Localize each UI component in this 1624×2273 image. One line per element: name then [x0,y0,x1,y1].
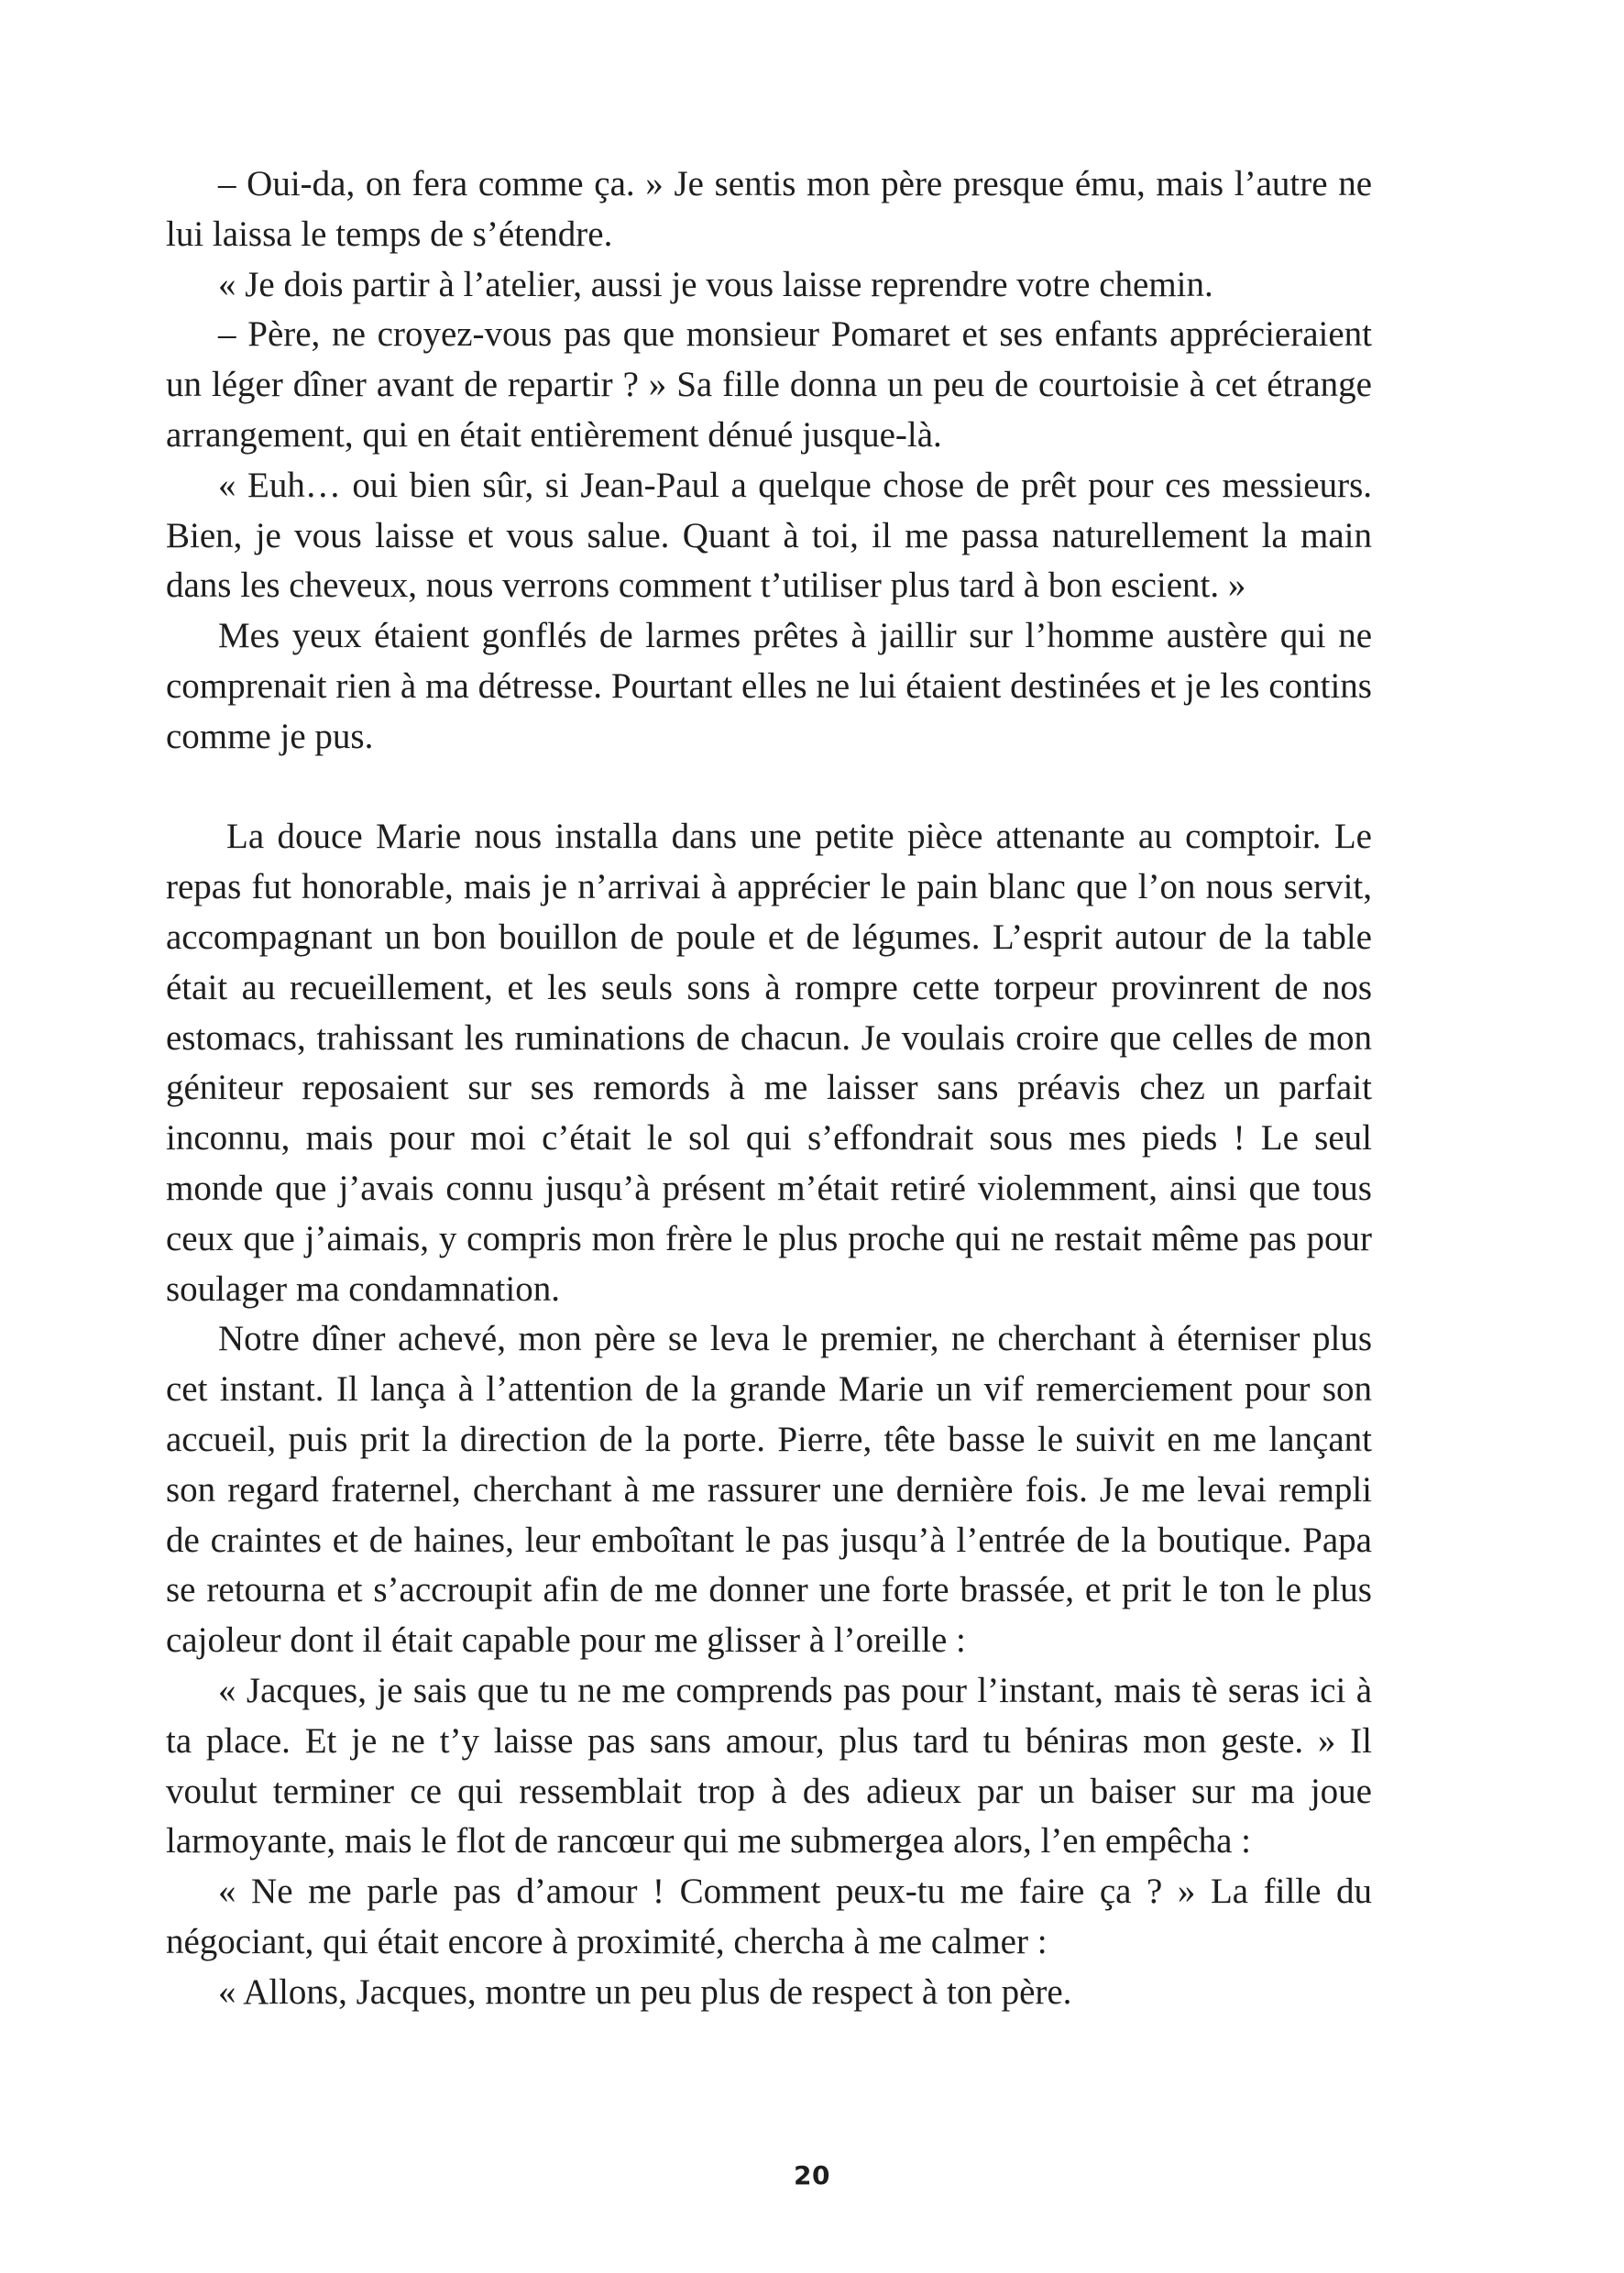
paragraph-3: – Père, ne croyez-vous pas que monsieur Pomaret et ses enfants apprécieraient un léger dîner avant de repartir ? » Sa fille donna un peu de courtoisie à cet étrange arrangement, qui en était entièrement dénué jusque-là. [166,314,1372,455]
paragraph-4: « Euh… oui bien sûr, si Jean-Paul a quelque chose de prêt pour ces messieurs. Bien, je vous laisse et vous salue. Quant à toi, il me passa naturellement la main dans les cheveux, nous verrons comment t’utiliser plus tard à bon escient. » [166,465,1372,606]
page-number: 20 [794,2160,830,2191]
paragraph-2: « Je dois partir à l’atelier, aussi je vous laisse reprendre votre chemin. [218,264,1213,304]
paragraph-6: La douce Marie nous installa dans une petite pièce attenante au comptoir. Le repas fut honorable, mais je n’arrivai à apprécier le pain blanc que l’on nous servit, accompagnant un bon bouillon de poule et de légumes. L’esprit autour de la table était au recueillement, et les seuls sons à rompre cette torpeur provinrent de nos estomacs, trahissant les ruminations de chacun. Je voulais croire que celles de mon géniteur reposaient sur ses remords à me laisser sans préavis chez un parfait inconnu, mais pour moi c’était le sol qui s’effondrait sous mes pieds ! Le seul monde que j’avais connu jusqu’à présent m’était retiré violemment, ainsi que tous ceux que j’aimais, y compris mon frère le plus proche qui ne restait même pas pour soulager ma condamnation. [166,817,1372,1309]
paragraph-1: – Oui-da, on fera comme ça. » Je sentis mon père presque ému, mais l’autre ne lui laissa le temps de s’étendre. [166,164,1372,254]
paragraph-7: Notre dîner achevé, mon père se leva le premier, ne cherchant à éterniser plus cet instant. Il lança à l’attention de la grande Marie un vif remerciement pour son accueil, puis prit la direction de la porte. Pierre, tête basse le suivit en me lançant son regard fraternel, cherchant à me rassurer une dernière fois. Je me levai rempli de craintes et de haines, leur emboîtant le pas jusqu’à l’entrée de la boutique. Papa se retourna et s’accroupit afin de me donner une forte brassée, et prit le ton le plus cajoleur dont il était capable pour me glisser à l’oreille : [166,1319,1372,1661]
body-text [166,159,1372,2017]
paragraph-8: « Jacques, je sais que tu ne me comprends pas pour l’instant, mais tè seras ici à ta place. Et je ne t’y laisse pas sans amour, plus tard tu béniras mon geste. » Il voulut terminer ce qui ressemblait trop à des adieux par un baiser sur ma joue larmoyante, mais le flot de rancœur qui me submergea alors, l’en empêcha : [166,1670,1372,1861]
paragraph-9: « Ne me parle pas d’amour ! Comment peux-tu me faire ça ? » La fille du négociant, qui était encore à proximité, chercha à me calmer : [166,1872,1372,1961]
paragraph-5: Mes yeux étaient gonflés de larmes prêtes à jaillir sur l’homme austère qui ne comprenait rien à ma détresse. Pourtant elles ne lui étaient destinées et je les contins comme je pus. [166,616,1372,756]
paragraph-10: « Allons, Jacques, montre un peu plus de respect à ton père. [218,1971,1072,2012]
